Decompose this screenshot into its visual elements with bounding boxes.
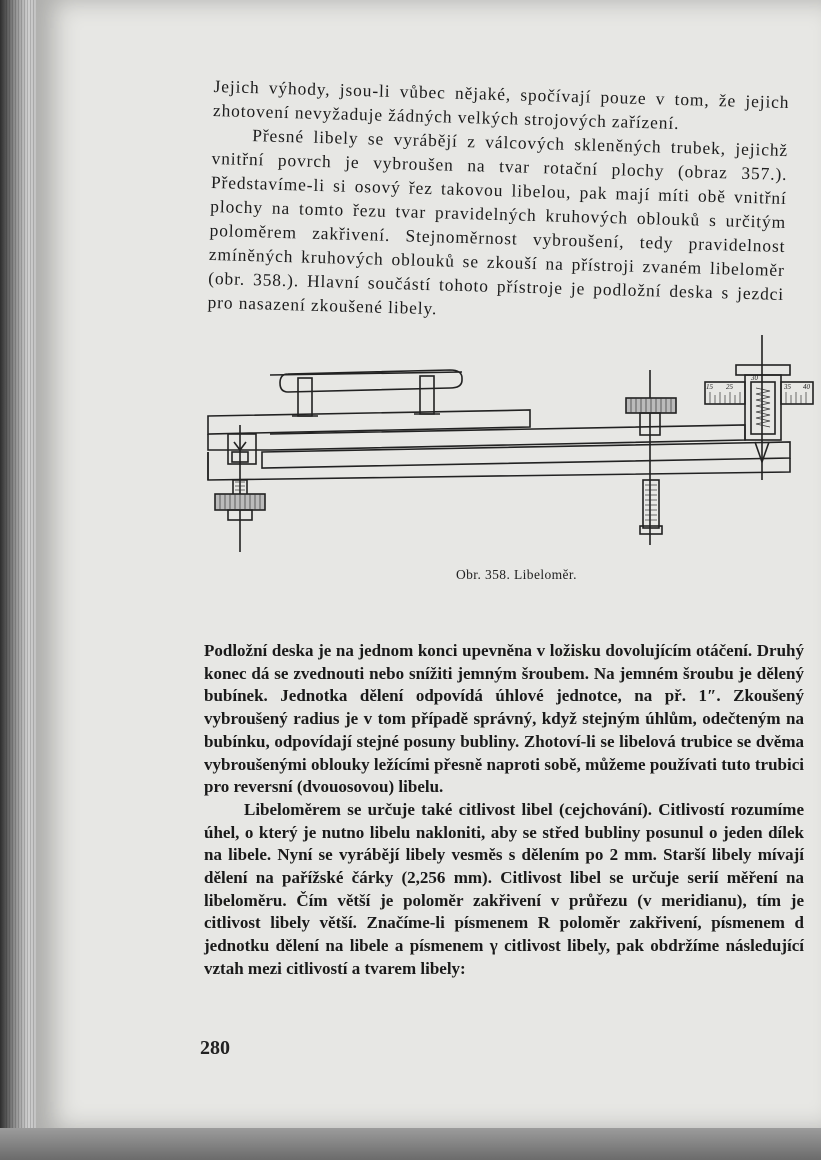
vial-support-right bbox=[420, 376, 434, 414]
scale-label-25: 25 bbox=[726, 383, 733, 391]
lower-rail bbox=[262, 442, 790, 468]
scale-label-15: 15 bbox=[706, 383, 713, 391]
bottom-text-block bbox=[204, 640, 804, 981]
figure-caption: Obr. 358. Libeloměr. bbox=[456, 567, 577, 582]
libelometer-drawing bbox=[200, 330, 820, 560]
top-text-block bbox=[207, 74, 789, 330]
scale-label-35: 35 bbox=[784, 383, 791, 391]
paragraph-1: Jejich výhody, jsou-li vůbec nějaké, spočívají pouze v tom, že jejich zhotovení nevyžaduje žádných velkých strojových zařízení. bbox=[212, 75, 790, 134]
middle-screw bbox=[643, 480, 659, 528]
page-number: 280 bbox=[200, 1037, 230, 1059]
paragraph-2: Přesné libely se vyrábějí z válcových skleněných trubek, jejichž vnitřní povrch je vybroušen na tvar rotační plochy (obraz 357.). Představíme-li si osový řez takovou libelou, pak mají míti obě vnitřní plochy na tomto řezu tvar pravidelných kruhových oblouků s určitým poloměrem zakřivení. Stejnoměrnost vybroušení, tedy pravidelnost zmíněných kruhových oblouků se zkouší na přístroji zvaném libeloměr (obr. 358.). Hlavní součástí tohoto přístroje je podložní deska s jezdci pro nasazení zkoušené libely. bbox=[207, 125, 789, 319]
figure-libelometer bbox=[200, 330, 820, 560]
vial-support-left bbox=[298, 378, 312, 416]
page-stack-lines bbox=[6, 0, 36, 1160]
page-bottom-shadow bbox=[0, 1128, 821, 1160]
support-arm bbox=[270, 425, 745, 450]
paragraph-4: Libeloměrem se určuje také citlivost libel (cejchování). Citlivostí rozumíme úhel, o který je nutno libelu nakloniti, aby se střed bubliny posunul o jeden dílek na libele. Nyní se vyrábějí libely vesměs s dělením po 2 mm. Starší libely mívají dělení na pařížské čárky (2,256 mm). Citlivost libel se určuje serií měření na libeloměru. Čím větší je poloměr zakřivení v průřezu (v meridianu), tím je citlivost libely větší. Značíme-li písmenem R poloměr zakřivení, písmenem d jednotku dělení na libele a písmenem γ citlivost libely, pak obdržíme následující vztah mezi citlivostí a tvarem libely: bbox=[204, 799, 804, 978]
paragraph-3: Podložní deska je na jednom konci upevněna v ložisku dovolujícím otáčení. Druhý konec dá se zvednouti nebo snížiti jemným šroubem. Na jemném šroubu je dělený bubínek. Jednotka dělení odpovídá úhlové jednotce, na př. 1″. Zkoušený vybroušený radius je v tom případě správný, když stejným úhlům, odečteným na bubínku, odpovídají stejné posuny bubliny. Zhotoví-li se libelová trubice se dvěma vybroušenými oblouky ležícími přesně naproti sobě, můžeme používati tuto trubici pro reversní (dvouosovou) libelu. bbox=[204, 641, 804, 797]
scale-label-40: 40 bbox=[803, 383, 810, 391]
scale-label-30: 30 bbox=[751, 374, 758, 382]
micrometer-cap bbox=[736, 365, 790, 375]
